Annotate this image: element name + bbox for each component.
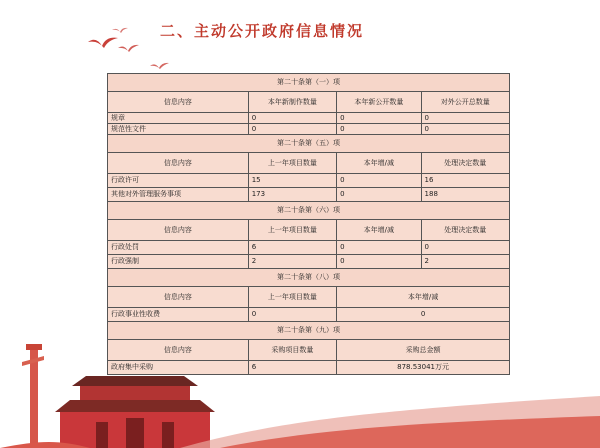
header-cell: 本年增/减 xyxy=(337,220,421,241)
table-cell: 行政强制 xyxy=(108,255,249,269)
table-cell: 173 xyxy=(248,188,336,202)
section-heading-row xyxy=(108,202,510,220)
section-heading-row xyxy=(108,74,510,92)
section-heading: 第二十条第（九）项 xyxy=(108,322,510,340)
table-row xyxy=(108,174,510,188)
table-cell: 0 xyxy=(337,113,421,124)
table-cell: 2 xyxy=(421,255,509,269)
table-cell: 16 xyxy=(421,174,509,188)
header-cell: 信息内容 xyxy=(108,153,249,174)
table-header-row xyxy=(108,340,510,361)
table-row xyxy=(108,361,510,375)
header-cell: 处理决定数量 xyxy=(421,153,509,174)
header-cell: 上一年项目数量 xyxy=(248,153,336,174)
table-cell: 6 xyxy=(248,241,336,255)
table-cell: 0 xyxy=(421,241,509,255)
table-header-row xyxy=(108,92,510,113)
table-cell: 行政事业性收费 xyxy=(108,308,249,322)
table-row xyxy=(108,124,510,135)
header-cell: 本年新公开数量 xyxy=(337,92,421,113)
table-header-row xyxy=(108,220,510,241)
table-header-row xyxy=(108,153,510,174)
table-cell: 0 xyxy=(248,308,336,322)
table-row xyxy=(108,241,510,255)
table-cell: 0 xyxy=(337,124,421,135)
header-cell: 本年增/减 xyxy=(337,287,510,308)
header-cell: 信息内容 xyxy=(108,287,249,308)
table-cell: 规章 xyxy=(108,113,249,124)
table-cell: 0 xyxy=(337,255,421,269)
table-cell: 0 xyxy=(421,113,509,124)
huabiao-column-icon xyxy=(22,344,44,448)
table-cell: 0 xyxy=(337,308,510,322)
section-heading-row xyxy=(108,322,510,340)
tiananmen-icon xyxy=(55,376,215,448)
section-heading: 第二十条第（八）项 xyxy=(108,269,510,287)
section-heading: 第二十条第（一）项 xyxy=(108,74,510,92)
header-cell: 采购项目数量 xyxy=(248,340,336,361)
section-heading-row xyxy=(108,269,510,287)
table-cell: 0 xyxy=(421,124,509,135)
table-row xyxy=(108,113,510,124)
table-cell: 0 xyxy=(248,124,336,135)
section-heading: 第二十条第（五）项 xyxy=(108,135,510,153)
header-cell: 采购总金额 xyxy=(337,340,510,361)
page-title: 二、主动公开政府信息情况 xyxy=(160,22,365,40)
table-cell: 15 xyxy=(248,174,336,188)
header-cell: 对外公开总数量 xyxy=(421,92,509,113)
header-cell: 本年新制作数量 xyxy=(248,92,336,113)
table-cell: 878.53041万元 xyxy=(337,361,510,375)
header-cell: 信息内容 xyxy=(108,92,249,113)
section-heading-row xyxy=(108,135,510,153)
table-cell: 0 xyxy=(337,174,421,188)
table-row xyxy=(108,308,510,322)
table-cell: 政府集中采购 xyxy=(108,361,249,375)
table-cell: 其他对外管理服务事项 xyxy=(108,188,249,202)
header-cell: 上一年项目数量 xyxy=(248,220,336,241)
section-heading: 第二十条第（六）项 xyxy=(108,202,510,220)
table-cell: 2 xyxy=(248,255,336,269)
table-cell: 0 xyxy=(337,188,421,202)
table-row xyxy=(108,255,510,269)
bird-icons xyxy=(88,28,169,69)
table-row xyxy=(108,188,510,202)
header-cell: 信息内容 xyxy=(108,340,249,361)
table-cell: 0 xyxy=(248,113,336,124)
header-cell: 本年增/减 xyxy=(337,153,421,174)
header-cell: 信息内容 xyxy=(108,220,249,241)
table-cell: 6 xyxy=(248,361,336,375)
table-cell: 行政处罚 xyxy=(108,241,249,255)
header-cell: 处理决定数量 xyxy=(421,220,509,241)
header-cell: 上一年项目数量 xyxy=(248,287,336,308)
table-cell: 行政许可 xyxy=(108,174,249,188)
info-table xyxy=(107,73,510,375)
table-cell: 规范性文件 xyxy=(108,124,249,135)
table-cell: 188 xyxy=(421,188,509,202)
table-header-row xyxy=(108,287,510,308)
table-cell: 0 xyxy=(337,241,421,255)
